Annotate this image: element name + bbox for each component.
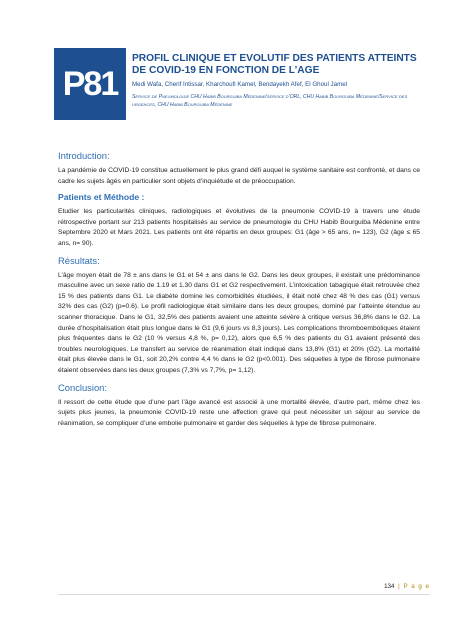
article-title: PROFIL CLINIQUE ET EVOLUTIF DES PATIENTS ATTEINTS DE COVID-19 EN FONCTION DE L’AGE bbox=[132, 53, 417, 76]
conclusion-paragraph: Il ressort de cette étude que d’une part l’âge avancé est associé à une mortalité élevée, d’autre part, même chez les sujets plus jeunes, la pneumonie COVID-19 reste une affection grave qui peut nécessiter un séjour au service de réanimation, se compliquer d’une embolie pulmonaire et garder des séquelles à type de fibrose pulmonaire. bbox=[58, 398, 420, 427]
results-heading: Résultats: bbox=[58, 254, 100, 266]
page-number: 134 bbox=[384, 583, 395, 590]
methods-heading: Patients et Méthode : bbox=[58, 192, 145, 203]
page-footer bbox=[360, 583, 430, 590]
affiliation-line: Service de Pneumologie CHU Habib Bourguiba Médenine/service d’ORL, CHU Habib Bourguiba Médenine/Service des urgences, CHU Habib Bourguiba Médenine bbox=[132, 94, 408, 108]
footer-separator: | bbox=[398, 583, 400, 590]
page-word: P a g e bbox=[403, 583, 430, 590]
poster-number: P81 bbox=[62, 64, 118, 103]
footer-divider bbox=[58, 594, 430, 595]
conclusion-heading: Conclusion: bbox=[58, 381, 107, 393]
article-header bbox=[132, 53, 422, 109]
authors-line: Medi Wafa, Cherif Intissar, Kharchoufi Kamel, Bendayekh Afef, El Ghoul Jamel bbox=[132, 81, 348, 88]
article-body bbox=[58, 150, 420, 434]
results-paragraph: L’âge moyen était de 78 ± ans dans le G1 et 54 ± ans dans le G2. Dans les deux groupes, il existait une prédominance masculine avec un sexe ratio de 1.19 et 1.30 dans G1 et G2 respectivement. L’intoxication tabagique était retrouvée chez 15 % des patients dans G1. Le diabète domine les comorbidités étudiées, il était noté chez 48 % des cas (G1) versus 32% des cas (G2) (p=0.6). Le profil radiologique était similaire dans les deux groupes, dominé par l’atteinte étendue au scanner thoracique. Dans le G1, 32,5% des patients avaient une atteinte sévère à critique versus 36,8% dans le G2. La durée d’hospitalisation était plus longue dans le G1 (9,6 jours vs 8,3 jours). Les complications thromboemboliques étaient plus fréquentes dans le G2 (10 % versus 4,8 %, p= 0,12), alors que 6,5 % des patients du G1 avaient présenté des troubles neurologiques. Le transfert au service de réanimation était indiqué dans 13,8% (G1) et 20% (G2). La mortalité était plus élevée dans le G1, soit 20,2% contre 4,4 % dans le G2 (p<0.001). Des séquelles à type de fibrose pulmonaire étaient observées dans les deux groupes (7,3% vs 7,7%, p= 1,12). bbox=[58, 271, 420, 374]
introduction-heading: Introduction: bbox=[58, 150, 110, 161]
poster-number-badge bbox=[54, 48, 126, 120]
introduction-paragraph: La pandémie de COVID-19 constitue actuellement le plus grand défi auquel le système sanitaire est confronté, et dans ce cadre les sujets âgés en particulier sont objets d’inquiétude et de préoccupation. bbox=[58, 167, 420, 185]
methods-paragraph: Etudier les particularités cliniques, radiologiques et évolutives de la pneumonie COVID-19 à travers une étude rétrospective portant sur 213 patients hospitalisés au service de pneumologie du CHU Habib Bourguiba Médenine entre Septembre 2020 et Mars 2021. Les patients ont été répartis en deux groupes: G1 (âge > 65 ans, n= 123), G2 (âge ≤ 65 ans, n= 90). bbox=[58, 208, 420, 247]
